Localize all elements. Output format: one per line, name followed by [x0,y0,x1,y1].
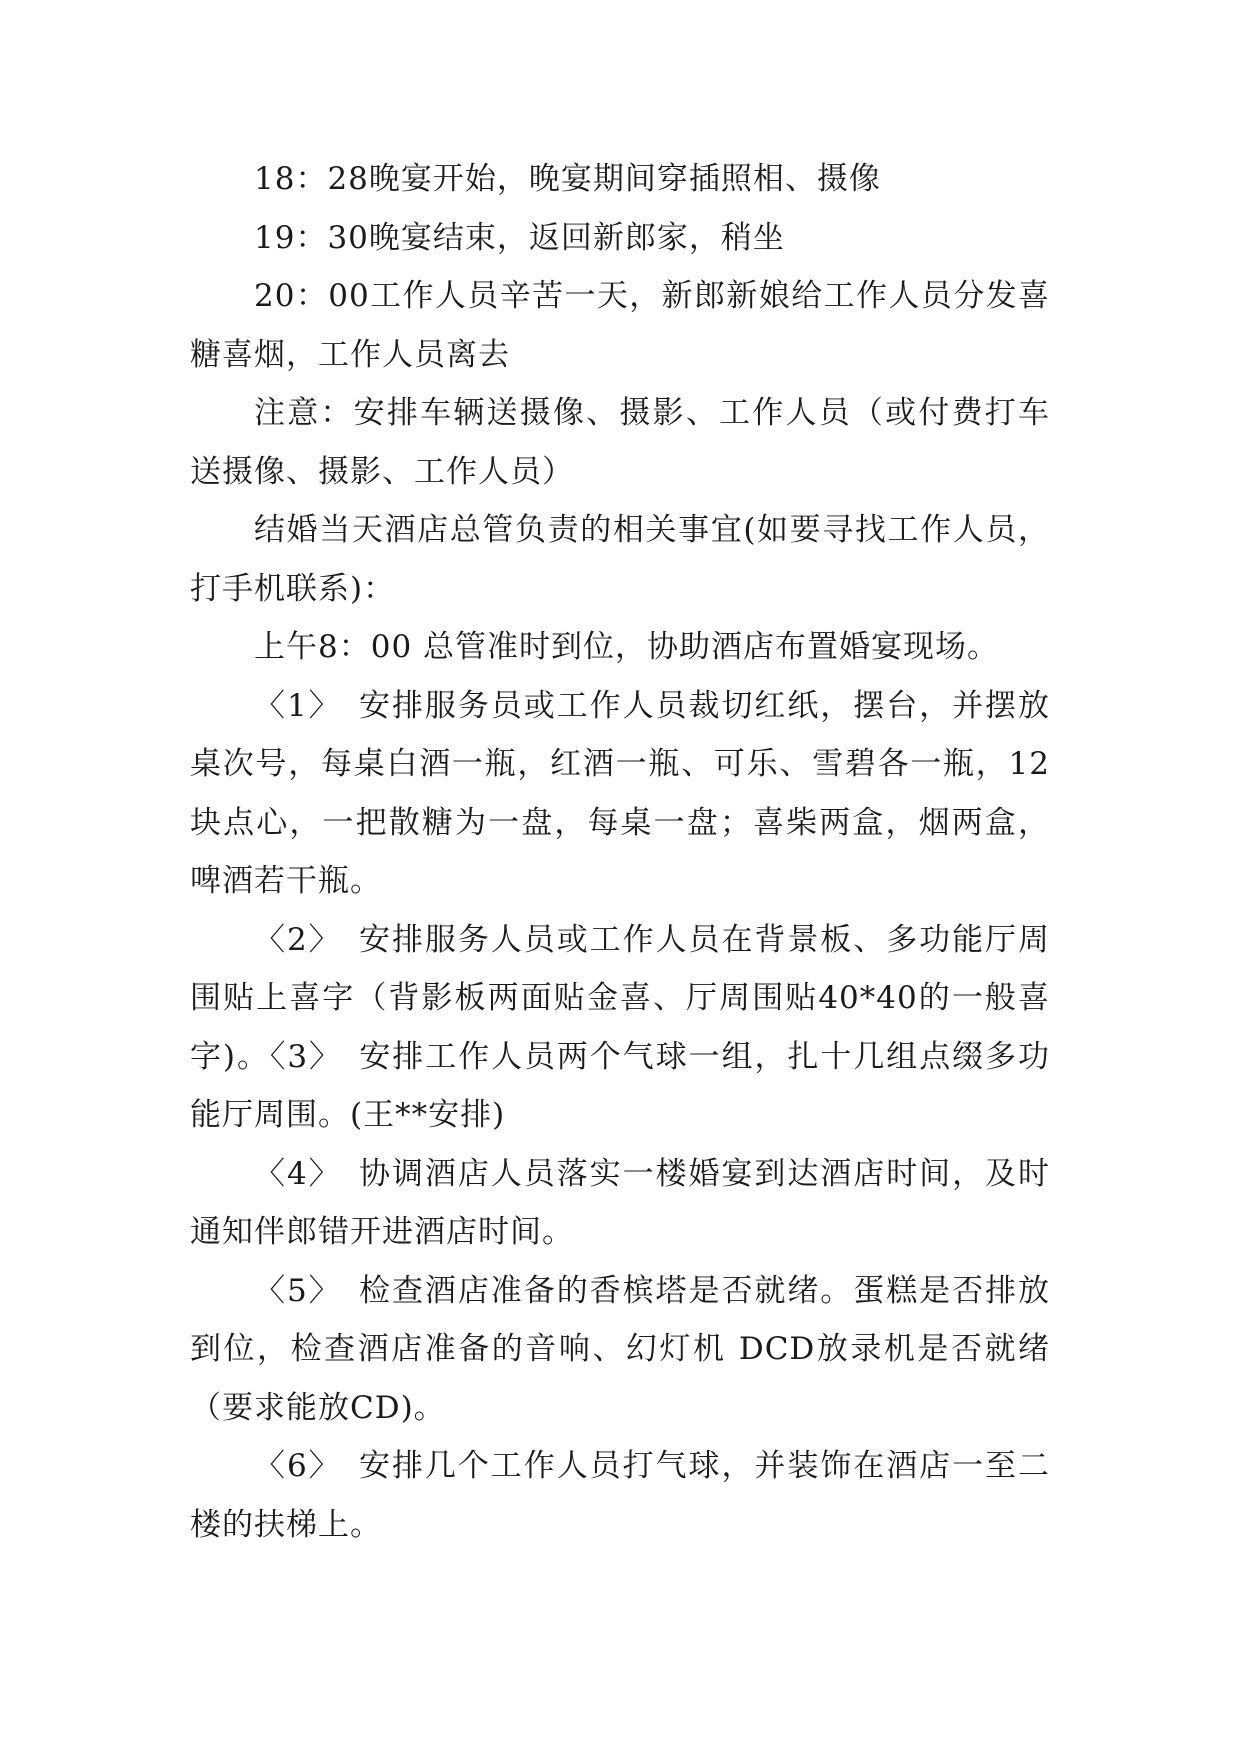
paragraph-note-transport: 注意：安排车辆送摄像、摄影、工作人员（或付费打车送摄像、摄影、工作人员） [190,395,1050,490]
list-item-1: 〈1〉 安排服务员或工作人员裁切红纸，摆台，并摆放桌次号，每桌白酒一瓶，红酒一瓶、可乐、雪碧各一瓶，12块点心，一把散糖为一盘，每桌一盘；喜柴两盒，烟两盒，啤酒若干瓶。 [190,687,1050,899]
paragraph-dinner-end: 19：30晚宴结束，返回新郎家，稍坐 [254,219,785,256]
list-item-6: 〈6〉 安排几个工作人员打气球，并装饰在酒店一至二楼的扶梯上。 [190,1448,1050,1543]
list-item-5: 〈5〉 检查酒店准备的香槟塔是否就绪。蛋糕是否排放到位，检查酒店准备的音响、幻灯机 DCD放录机是否就绪（要求能放CD)。 [190,1272,1050,1426]
paragraph-staff-leave: 20：00工作人员辛苦一天，新郎新娘给工作人员分发喜糖喜烟，工作人员离去 [190,278,1050,373]
list-item-4: 〈4〉 协调酒店人员落实一楼婚宴到达酒店时间，及时通知伴郎错开进酒店时间。 [190,1155,1050,1250]
paragraph-morning-arrival: 上午8：00 总管准时到位，协助酒店布置婚宴现场。 [254,629,1000,665]
document-body [190,150,1050,1554]
paragraph-hotel-manager-duties: 结婚当天酒店总管负责的相关事宜(如要寻找工作人员，打手机联系)： [190,512,1050,607]
list-item-2-3: 〈2〉 安排服务人员或工作人员在背景板、多功能厅周围贴上喜字（背影板两面贴金喜、厅周围贴40*40的一般喜字)。〈3〉 安排工作人员两个气球一组，扎十几组点缀多功能厅周围。(王**安排) [190,921,1050,1133]
paragraph-dinner-start: 18：28晚宴开始，晚宴期间穿插照相、摄像 [254,161,881,197]
